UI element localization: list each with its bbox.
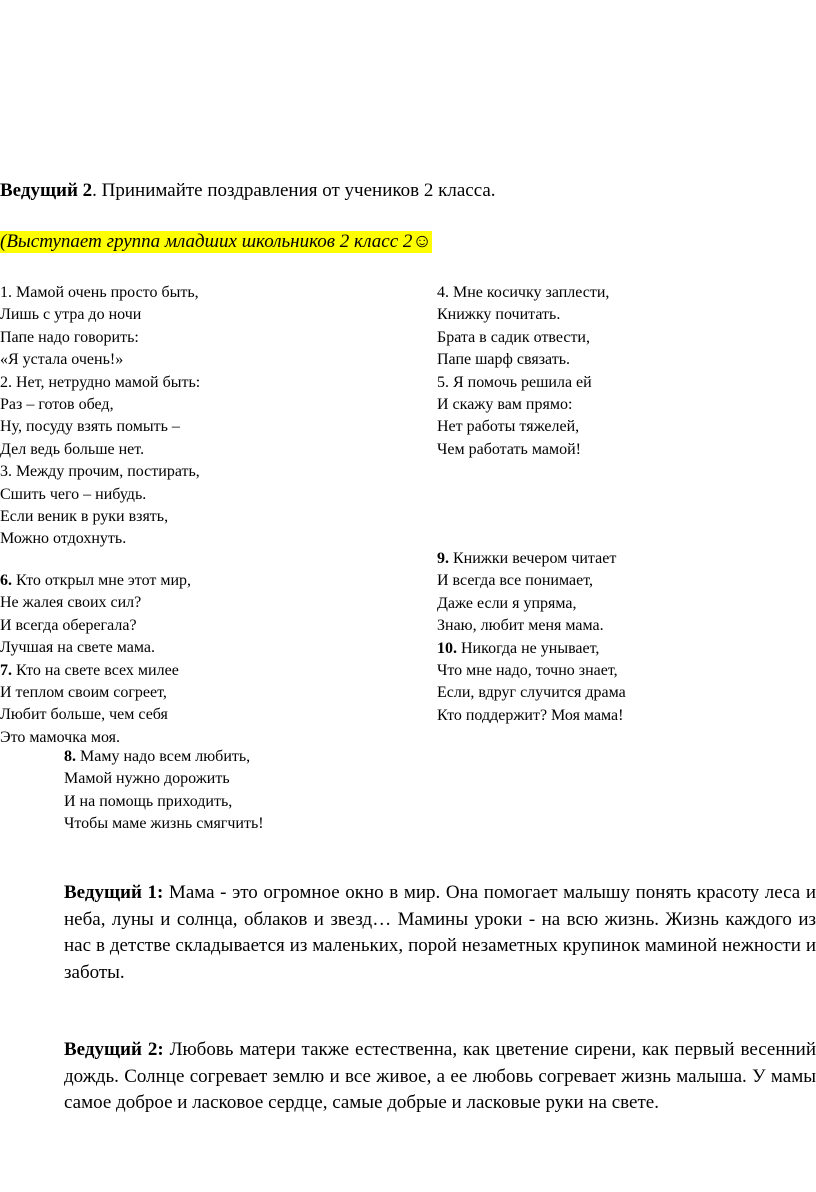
host-2-paragraph: [64, 1037, 816, 1117]
poem-line-text: Лучшая на свете мама.: [0, 639, 155, 657]
poem-line-text: Что мне надо, точно знает,: [437, 661, 618, 679]
poem-line: [64, 791, 264, 813]
poem-line: [0, 704, 191, 726]
poem-column-1: [0, 282, 200, 551]
paragraph-text: Мама - это огромное окно в мир. Она помогает малышу понять красоту леса и неба, луны и солнца, облаков и звезд… Мамины уроки - на всю жизнь. Жизнь каждого из нас в детстве складывается из маленьких, порой незаметных крупинок маминой нежности и заботы.: [64, 882, 816, 983]
poem-line-text: Нет работы тяжелей,: [437, 418, 580, 436]
poem-line: [0, 327, 200, 349]
poem-line-text: Даже если я упряма,: [437, 594, 577, 612]
poem-line: [437, 593, 626, 615]
paragraph-speaker: Ведущий 2:: [64, 1039, 164, 1060]
verse-number: 6.: [0, 572, 12, 589]
poem-line: [437, 304, 609, 326]
poem-line: [437, 416, 609, 438]
poem-line-text: Сшить чего – нибудь.: [0, 485, 147, 503]
verse-number: 10.: [437, 639, 457, 657]
verse-number: 7.: [0, 661, 12, 679]
poem-line: [0, 439, 200, 461]
performer-note-text: (Выступает группа младших школьников 2 класс 2: [0, 231, 413, 252]
poem-line: [0, 349, 200, 371]
performer-note: [0, 231, 432, 253]
poem-line-text: Ну, посуду взять помыть –: [0, 418, 180, 436]
poem-line: [0, 592, 191, 614]
intro-text: . Принимайте поздравления от учеников 2 класса.: [92, 180, 496, 201]
poem-line-text: 5. Я помочь решила ей: [437, 373, 592, 391]
poem-column-5: [64, 746, 264, 836]
poem-line-text: Брата в садик отвести,: [437, 328, 590, 346]
poem-line: [0, 304, 200, 326]
poem-line-text: Это мамочка моя.: [0, 728, 121, 746]
poem-line: [0, 416, 200, 438]
paragraph-speaker: Ведущий 1:: [64, 882, 164, 903]
poem-line: [437, 327, 609, 349]
paragraph-text: Любовь матери также естественна, как цветение сирени, как первый весенний дождь. Солнце согревает землю и все живое, а ее любовь согревает жизнь малыша. У мамы самое доброе и ласковое сердце, самые добрые и ласковые руки на свете.: [64, 1039, 816, 1113]
poem-line-text: Книжку почитать.: [437, 306, 561, 324]
smiley-icon: ☺: [412, 231, 432, 252]
poem-line: [437, 394, 609, 416]
verse-number: 9.: [437, 550, 449, 567]
poem-line-text: Лишь с утра до ночи: [0, 306, 142, 324]
poem-line: [0, 506, 200, 528]
poem-line-text: Мамой нужно дорожить: [64, 770, 230, 788]
poem-line-text: Если веник в руки взять,: [0, 507, 169, 525]
poem-line-text: Книжки вечером читает: [449, 550, 617, 567]
poem-line-text: 4. Мне косичку заплести,: [437, 284, 610, 301]
poem-line: [0, 394, 200, 416]
host-1-paragraph: [64, 880, 816, 986]
poem-line-text: Не жалея своих сил?: [0, 594, 142, 612]
poem-line-text: Папе надо говорить:: [0, 328, 139, 346]
poem-line-text: И теплом своим согреет,: [0, 683, 167, 701]
intro-line: [0, 180, 496, 202]
poem-line-text: 2. Нет, нетрудно мамой быть:: [0, 373, 201, 391]
poem-line-text: Чем работать мамой!: [437, 440, 581, 458]
poem-line: [64, 768, 264, 790]
poem-column-2: [437, 282, 609, 461]
poem-line: [0, 484, 200, 506]
poem-line-text: 1. Мамой очень просто быть,: [0, 284, 199, 301]
poem-line: [437, 439, 609, 461]
poem-line-text: Дел ведь больше нет.: [0, 440, 145, 458]
poem-line: [437, 372, 609, 394]
poem-line-text: Кто на свете всех милее: [12, 661, 179, 679]
poem-line-text: И скажу вам прямо:: [437, 395, 573, 413]
poem-column-3: [0, 570, 191, 749]
poem-line-text: И всегда все понимает,: [437, 572, 593, 590]
poem-line: [0, 570, 191, 592]
poem-line: [437, 570, 626, 592]
poem-line: [0, 637, 191, 659]
poem-line: [437, 638, 626, 660]
intro-speaker: Ведущий 2: [0, 180, 93, 201]
poem-line-text: Раз – готов обед,: [0, 395, 114, 413]
poem-line-text: Никогда не унывает,: [457, 639, 600, 657]
poem-line-text: Если, вдруг случится драма: [437, 684, 626, 702]
poem-line: [64, 813, 264, 835]
poem-line-text: Маму надо всем любить,: [76, 748, 251, 765]
poem-line: [437, 282, 609, 304]
poem-line: [437, 548, 626, 570]
verse-number: 8.: [64, 748, 76, 765]
poem-line-text: Чтобы маме жизнь смягчить!: [64, 815, 264, 833]
poem-line: [0, 615, 191, 637]
poem-line: [0, 528, 200, 550]
poem-line-text: Знаю, любит меня мама.: [437, 617, 604, 635]
poem-line-text: 3. Между прочим, постирать,: [0, 463, 200, 481]
poem-line-text: Кто открыл мне этот мир,: [12, 572, 192, 589]
poem-line-text: И на помощь приходить,: [64, 792, 233, 810]
poem-line: [437, 349, 609, 371]
poem-line: [0, 682, 191, 704]
poem-column-4: [437, 548, 626, 727]
poem-line-text: И всегда оберегала?: [0, 616, 137, 634]
poem-line: [437, 705, 626, 727]
poem-line: [437, 660, 626, 682]
poem-line: [0, 660, 191, 682]
poem-line-text: Любит больше, чем себя: [0, 706, 168, 724]
poem-line-text: Кто поддержит? Моя мама!: [437, 706, 624, 724]
poem-line: [437, 682, 626, 704]
poem-line: [0, 372, 200, 394]
poem-line: [64, 746, 264, 768]
poem-line-text: «Я устала очень!»: [0, 351, 124, 369]
poem-line: [437, 615, 626, 637]
poem-line-text: Папе шарф связать.: [437, 351, 570, 369]
poem-line-text: Можно отдохнуть.: [0, 530, 127, 548]
poem-line: [0, 461, 200, 483]
poem-line: [0, 282, 200, 304]
